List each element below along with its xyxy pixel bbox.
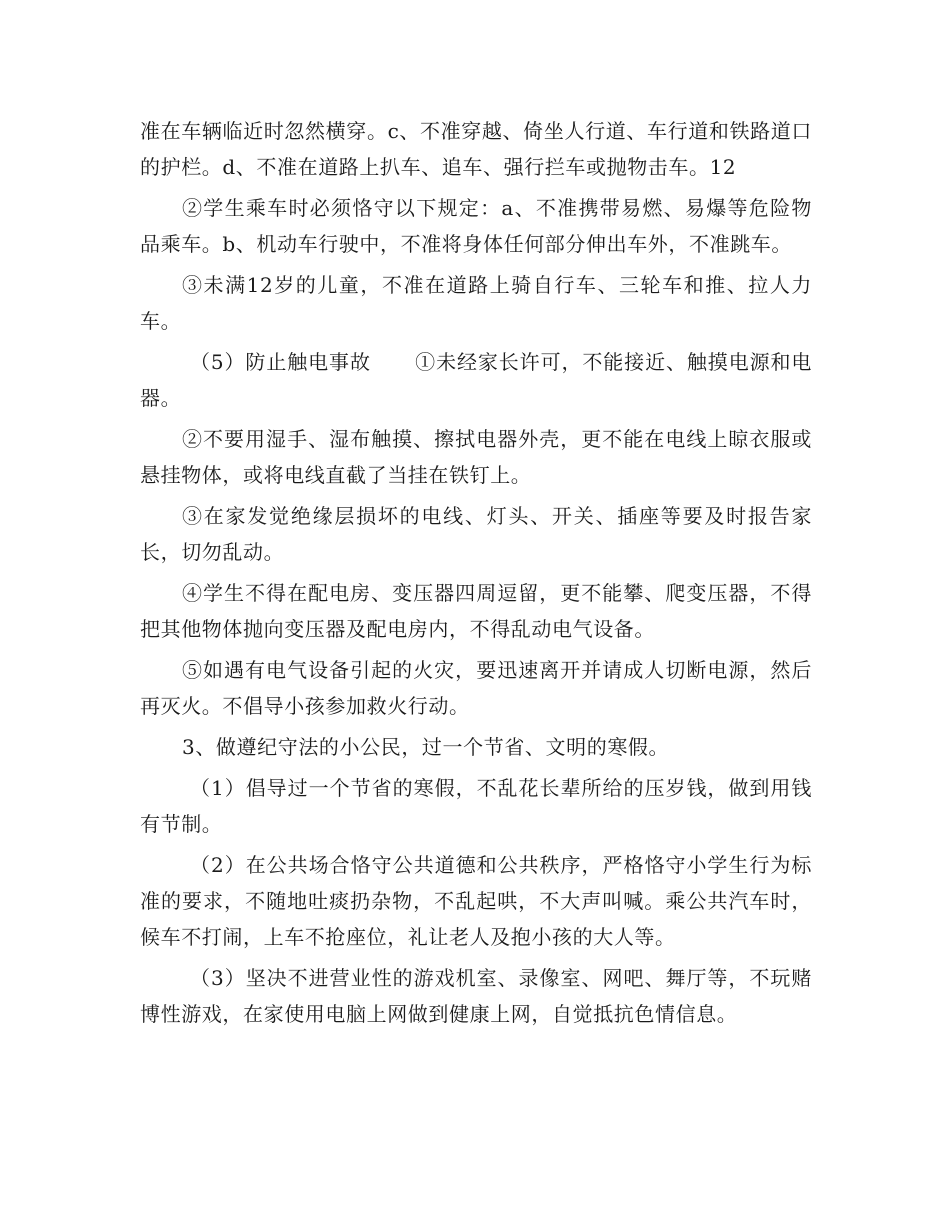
- paragraph-electric-rule-5: ⑤如遇有电气设备引起的火灾，要迅速离开并请成人切断电源，然后再灭火。不倡导小孩参加救火行动。: [140, 658, 812, 718]
- paragraph-frugal-holiday: （1）倡导过一个节省的寒假，不乱花长辈所给的压岁钱，做到用钱有节制。: [140, 776, 812, 836]
- paragraph-electric-rule-2: ②不要用湿手、湿布触摸、擦拭电器外壳，更不能在电线上晾衣服或悬挂物体，或将电线直截了当挂在铁钉上。: [140, 427, 812, 487]
- paragraph-electric-shock-prevention: [140, 344, 812, 416]
- section-heading-law-abiding: 3、做遵纪守法的小公民，过一个节省、文明的寒假。: [182, 735, 670, 759]
- paragraph-electric-rule-4: ④学生不得在配电房、变压器四周逗留，更不能攀、爬变压器，不得把其他物体抛向变压器及配电房内，不得乱动电气设备。: [140, 581, 812, 641]
- paragraph-electric-rule-3: ③在家发觉绝缘层损坏的电线、灯头、开关、插座等要及时报告家长，切勿乱动。: [140, 504, 812, 564]
- paragraph-public-conduct: （2）在公共场合恪守公共道德和公共秩序，严格恪守小学生行为标准的要求，不随地吐痰扔杂物，不乱起哄，不大声叫喊。乘公共汽车时，候车不打闹，上车不抢座位，礼让老人及抱小孩的大人等。: [140, 853, 812, 949]
- document-body: [140, 113, 812, 1037]
- paragraph-riding-rules: ②学生乘车时必须恪守以下规定：a、不准携带易燃、易爆等危险物品乘车。b、机动车行驶中，不准将身体任何部分伸出车外，不准跳车。: [140, 196, 812, 256]
- paragraph-traffic-rules-continued: 准在车辆临近时忽然横穿。c、不准穿越、倚坐人行道、车行道和铁路道口的护栏。d、不准在道路上扒车、追车、强行拦车或抛物击车。12: [140, 119, 812, 179]
- electric-rule-1: ①未经家长许可，不能接近、触摸电源和电器。: [140, 350, 813, 410]
- section-heading-electric-shock: （5）防止触电事故: [190, 350, 371, 374]
- paragraph-avoid-entertainment-venues: （3）坚决不进营业性的游戏机室、录像室、网吧、舞厅等，不玩赌博性游戏，在家使用电脑上网做到健康上网，自觉抵抗色情信息。: [140, 966, 812, 1026]
- paragraph-under-12-rule: ③未满12岁的儿童，不准在道路上骑自行车、三轮车和推、拉人力车。: [140, 273, 812, 333]
